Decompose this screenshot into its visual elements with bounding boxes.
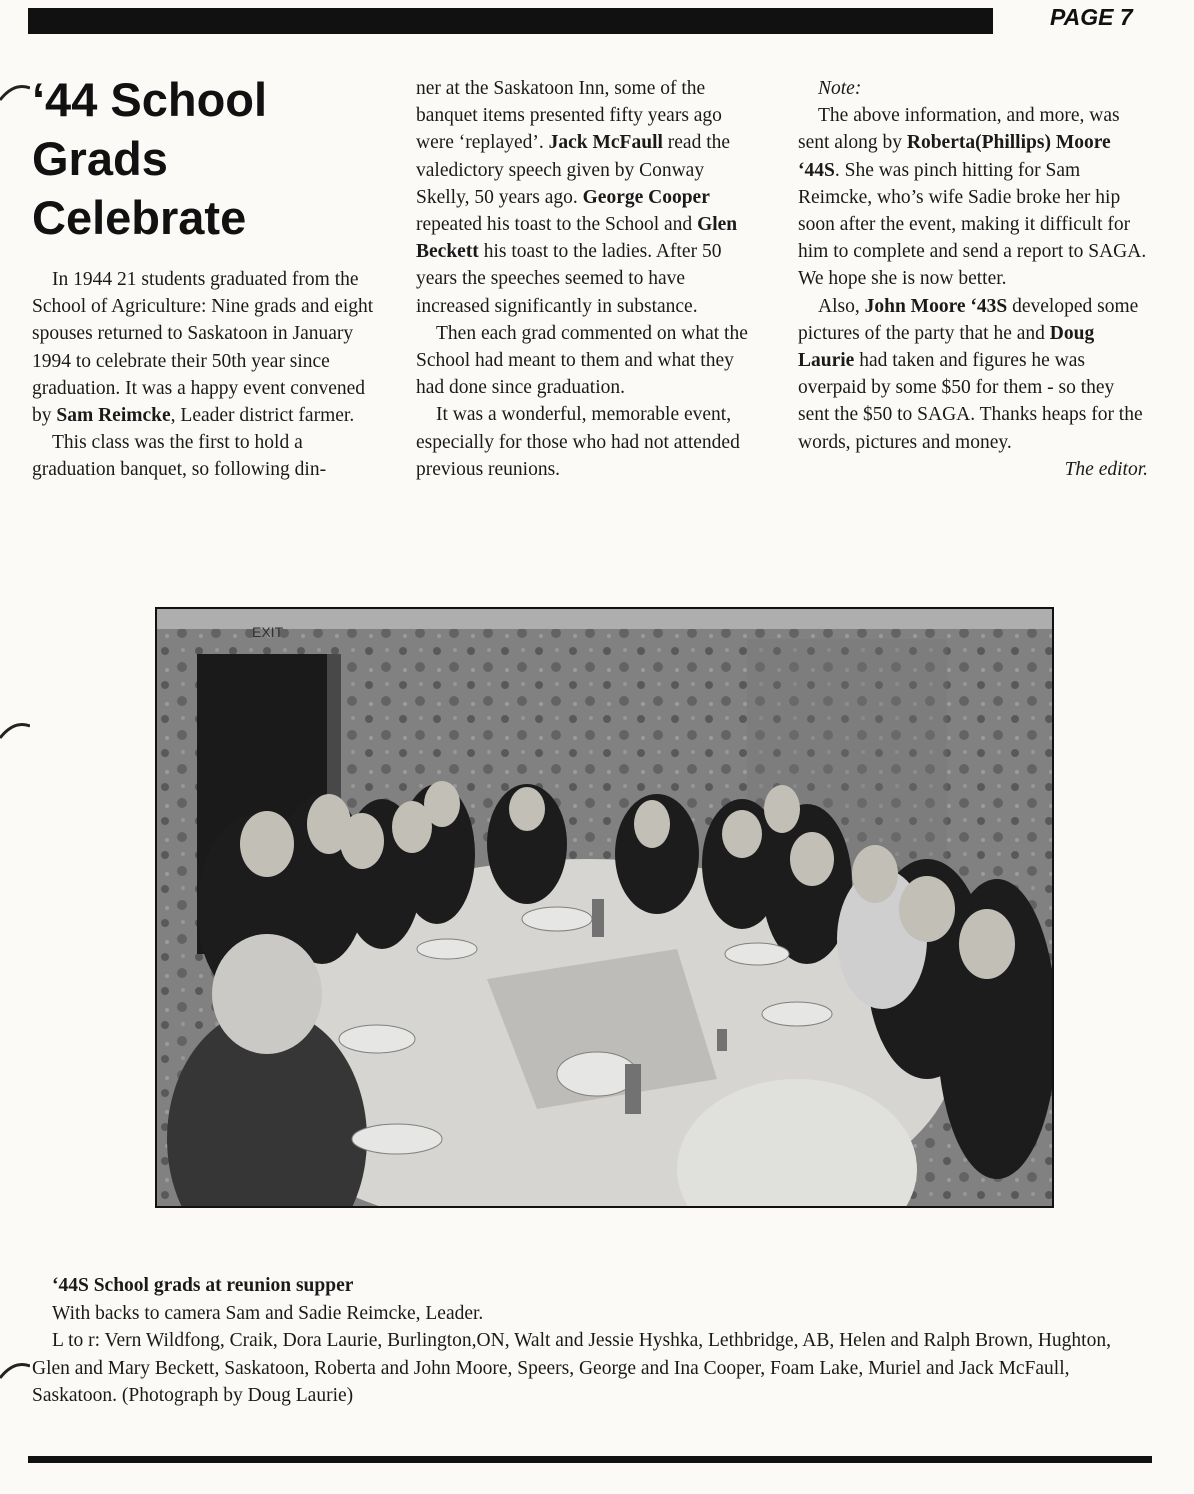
binder-hole-mark: [0, 718, 30, 740]
text-run: read the valedictory speech given by Conway Skelly, 50 years ago.: [416, 132, 731, 208]
person-name: Sam Reimcke: [56, 405, 171, 427]
editor-signoff: The editor.: [1064, 458, 1148, 480]
headline-line: Celebrate: [32, 191, 247, 244]
text-run: had taken and figures he was overpaid by some $50 for them - so they sent the $50 to SAGA. Thanks heaps for the words, pictures and money.: [798, 350, 1143, 453]
text-run: his toast to the ladies. After 50 years the speeches seemed to have increased significantly in substance.: [416, 241, 722, 317]
text-run: , Leader district farmer.: [170, 405, 355, 427]
person-name: Roberta(Phillips) Moore ‘44S: [798, 132, 1111, 181]
text-run: ner at the Saskatoon Inn, some of the banquet items presented fifty years ago were ‘replayed’.: [416, 78, 722, 154]
photo-caption: [32, 1272, 1152, 1410]
person-name: Glen Beckett: [416, 214, 738, 263]
binder-hole-mark: [0, 80, 30, 102]
person-name: Jack McFaull: [548, 132, 663, 154]
paragraph: This class was the first to hold a graduation banquet, so following din-: [32, 432, 327, 481]
person-name: George Cooper: [582, 186, 710, 208]
header-rule: [28, 8, 993, 34]
article-headline: [32, 70, 362, 247]
text-run: repeated his toast to the School and: [416, 214, 698, 236]
article-column-1: [32, 266, 384, 484]
paragraph: [32, 266, 384, 429]
exit-sign: EXIT: [252, 624, 284, 640]
text-run: The above information, and more, was sent along by: [798, 105, 1120, 154]
text-run: Also,: [818, 295, 865, 317]
person-name: John Moore ‘43S: [864, 295, 1008, 317]
text-run: In 1944 21 students graduated from the School of Agriculture: Nine grads and eight spouses returned to Saskatoon in January 1994 to celebrate their 50th year since graduation. It was a happy event convened by: [32, 269, 374, 427]
caption-line: With backs to camera Sam and Sadie Reimcke, Leader.: [52, 1302, 484, 1324]
paragraph: Then each grad commented on what the School had meant to them and what they had done since graduation.: [416, 322, 748, 399]
footer-rule: [28, 1456, 1152, 1463]
paragraph: [798, 293, 1148, 456]
text-run: developed some pictures of the party that he and: [798, 295, 1139, 344]
reunion-photo: [155, 607, 1054, 1208]
paragraph: [416, 75, 756, 320]
text-run: . She was pinch hitting for Sam Reimcke, who’s wife Sadie broke her hip soon after the event, making it difficult for him to complete and send a report to SAGA. We hope she is now better.: [798, 159, 1147, 290]
caption-line: L to r: Vern Wildfong, Craik, Dora Laurie, Burlington,ON, Walt and Jessie Hyshka, Lethbridge, AB, Helen and Ralph Brown, Hughton, Glen and Mary Beckett, Saskatoon, Roberta and John Moore, Speers, George and Ina Cooper, Foam Lake, Muriel and Jack McFaull, Saskatoon. (Photograph by Doug Laurie): [32, 1330, 1111, 1406]
caption-title: ‘44S School grads at reunion supper: [52, 1275, 354, 1296]
page-number: PAGE 7: [1050, 4, 1133, 30]
paragraph: It was a wonderful, memorable event, especially for those who had not attended previous reunions.: [416, 404, 740, 480]
binder-hole-mark: [0, 1358, 30, 1380]
article-column-3: [798, 75, 1148, 483]
note-label: Note:: [818, 78, 862, 99]
photo-illustration: [157, 609, 1052, 1206]
article-column-2: [416, 75, 756, 483]
person-name: Doug Laurie: [798, 322, 1095, 372]
paragraph: [798, 102, 1148, 292]
headline-line: Grads: [32, 132, 168, 185]
headline-line: ‘44 School: [32, 73, 268, 126]
